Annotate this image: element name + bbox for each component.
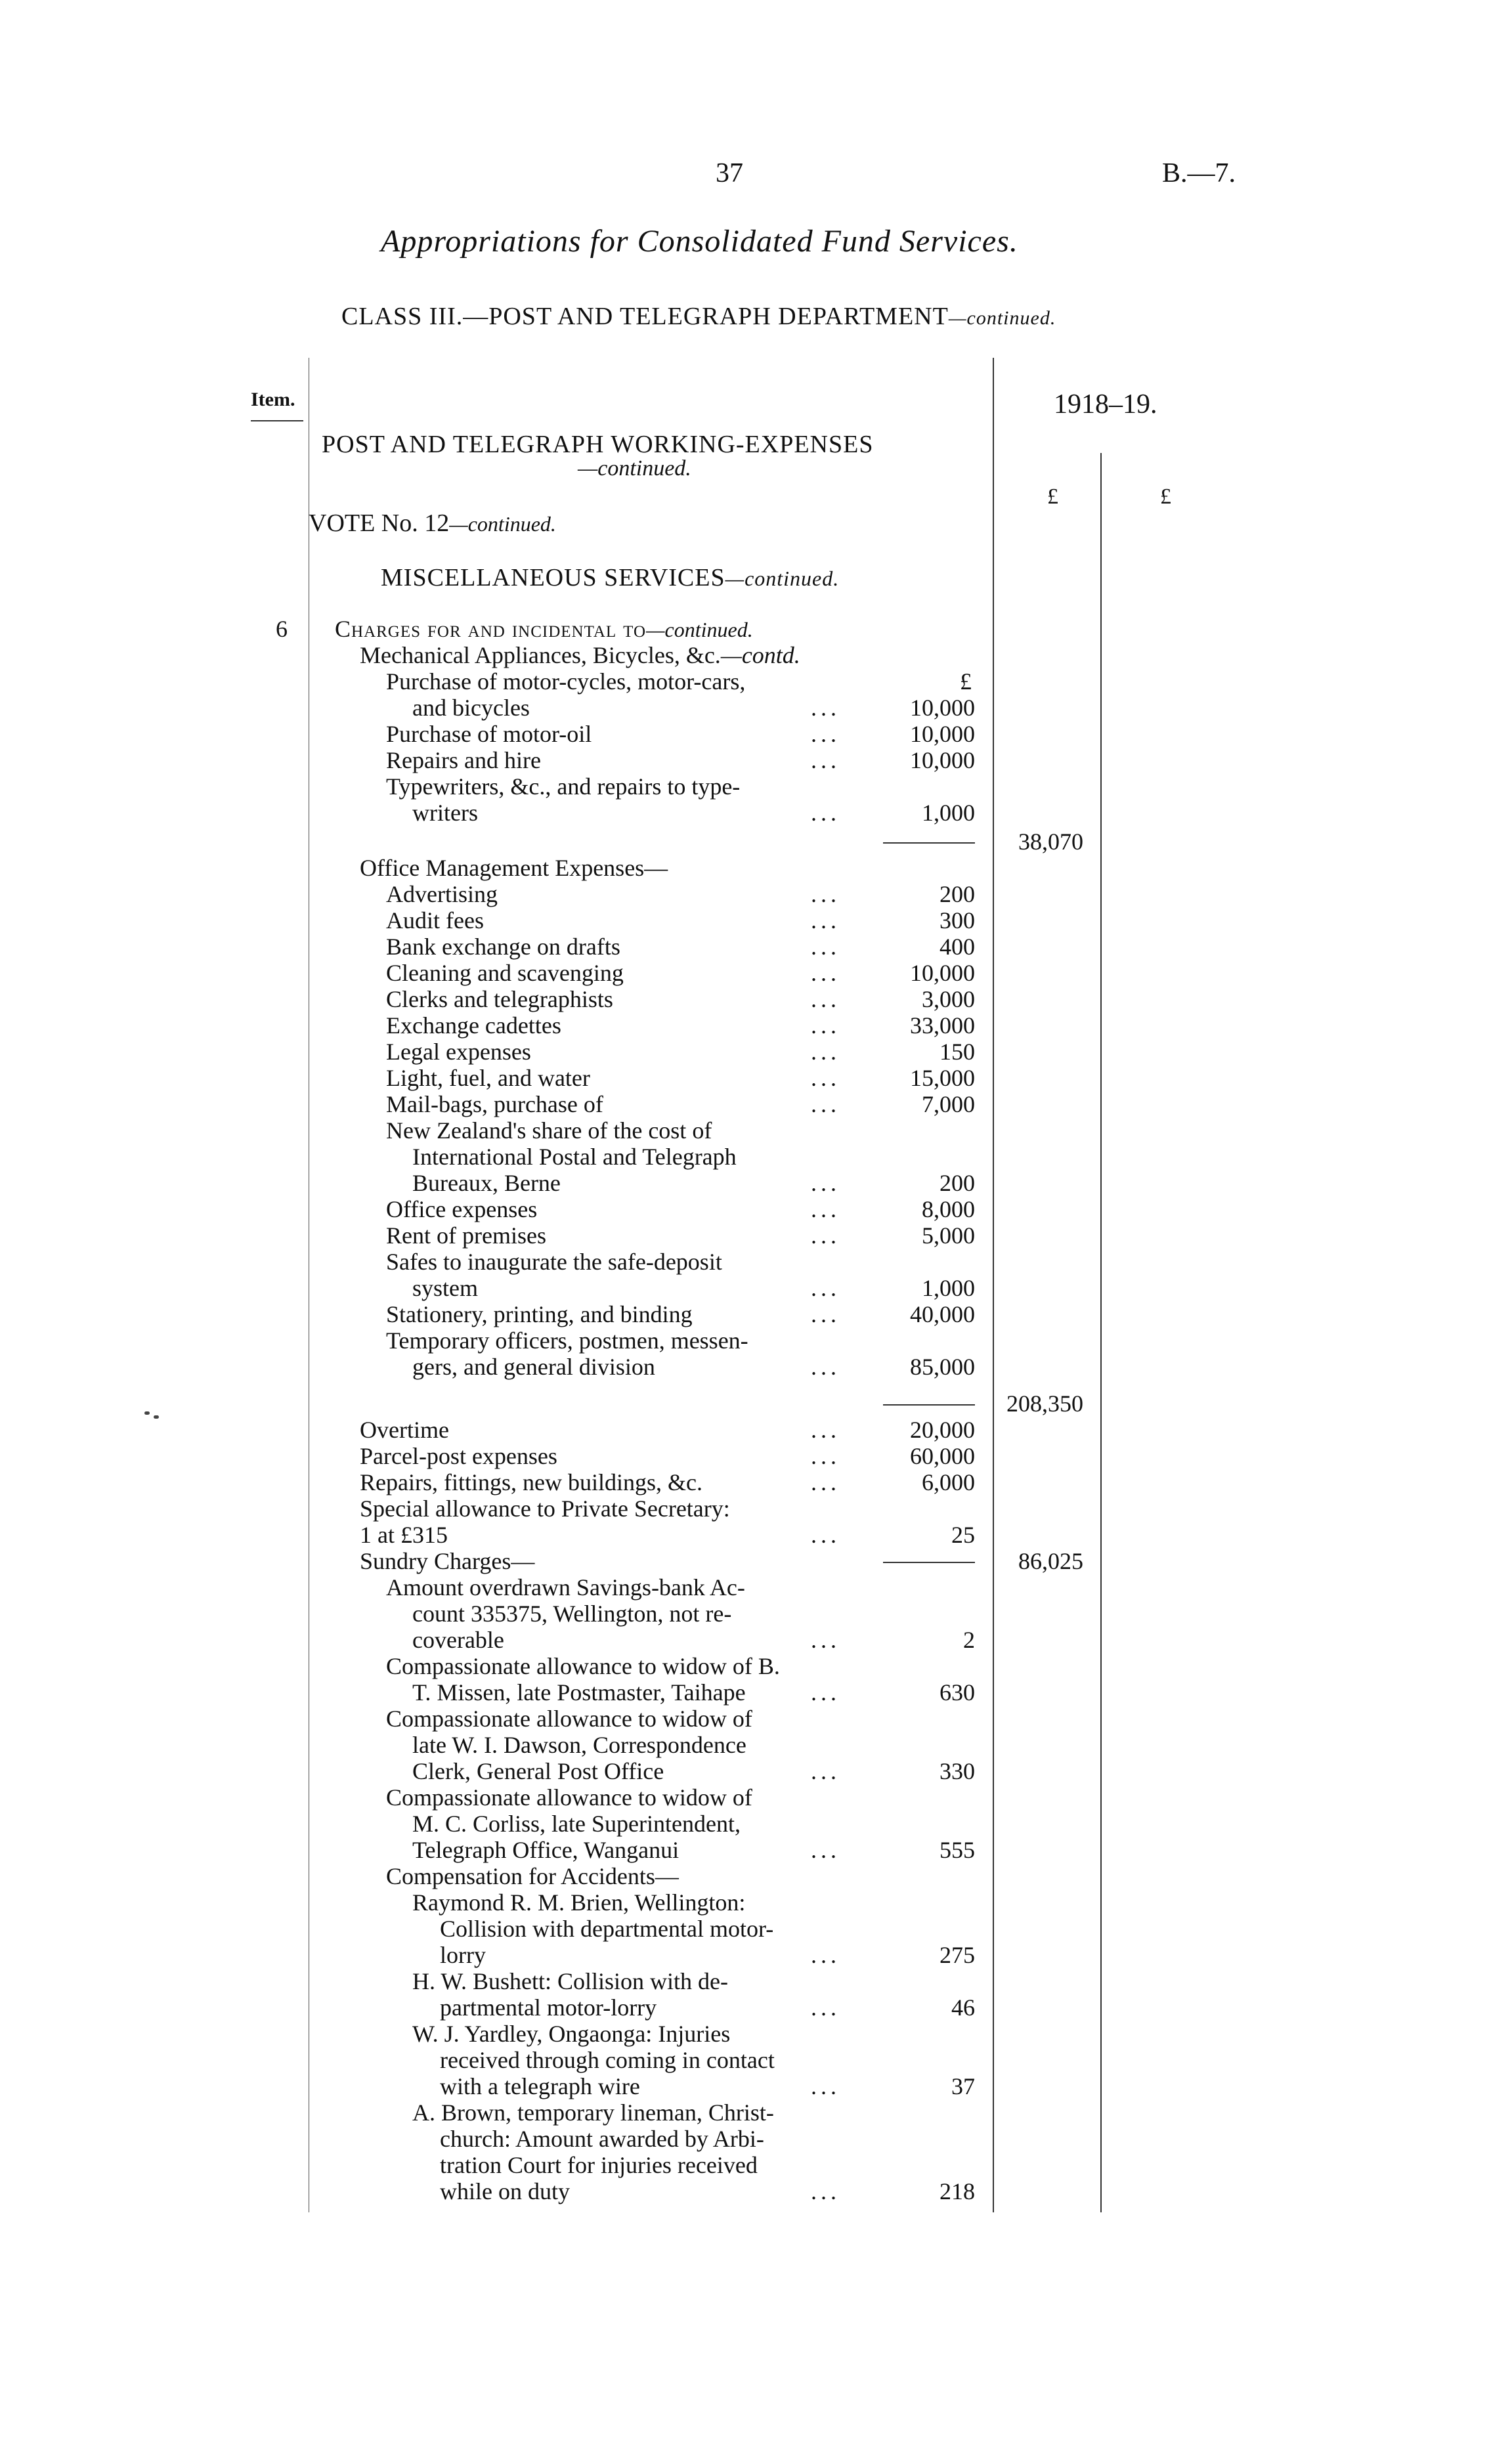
mechanical-line-text: and bicycles bbox=[412, 695, 530, 721]
office-line-text: Temporary officers, postmen, messen- bbox=[386, 1327, 748, 1354]
sundry-line-text: Raymond R. M. Brien, Wellington: bbox=[412, 1889, 746, 1916]
sundry-line-text: Amount overdrawn Savings-bank Ac- bbox=[386, 1574, 745, 1601]
dot-leader: ... bbox=[811, 1170, 840, 1196]
charges-heading bbox=[335, 616, 753, 643]
sundry-line-text: received through coming in contact bbox=[440, 2047, 775, 2073]
office-subtotal-rule bbox=[883, 1404, 975, 1406]
other-total: 86,025 bbox=[1018, 1548, 1083, 1574]
sundry-line-text: Compassionate allowance to widow of B. bbox=[386, 1653, 780, 1679]
office-line-text: Rent of premises bbox=[386, 1222, 546, 1249]
office-line-text: New Zealand's share of the cost of bbox=[386, 1117, 712, 1144]
dot-leader: ... bbox=[811, 1837, 840, 1863]
office-line-amount: 200 bbox=[940, 881, 975, 907]
dot-leader: ... bbox=[811, 1994, 840, 2021]
sundry-line-text: late W. I. Dawson, Correspondence bbox=[412, 1732, 746, 1758]
office-line-text: Light, fuel, and water bbox=[386, 1065, 590, 1091]
item-column-label: Item. bbox=[251, 389, 295, 410]
sundry-line-amount: 330 bbox=[940, 1758, 975, 1784]
dot-leader: ... bbox=[811, 1758, 840, 1784]
pound-sign-subtotal: £ bbox=[1047, 484, 1058, 509]
dot-leader: ... bbox=[811, 1469, 840, 1495]
dot-leader: ... bbox=[811, 1522, 840, 1548]
sundry-line-text: Compassionate allowance to widow of bbox=[386, 1706, 752, 1732]
dot-leader: ... bbox=[811, 1196, 840, 1222]
dot-leader: ... bbox=[811, 1942, 840, 1968]
sundry-line-text: Clerk, General Post Office bbox=[412, 1758, 664, 1784]
section-heading-continued: —continued. bbox=[578, 456, 691, 481]
mechanical-continued: —contd. bbox=[720, 642, 800, 668]
misc-services-continued: —continued. bbox=[725, 567, 840, 590]
office-line-amount: 8,000 bbox=[922, 1196, 975, 1222]
dot-leader: ... bbox=[811, 721, 840, 747]
sundry-line-amount: 630 bbox=[940, 1679, 975, 1706]
sundry-line-text: partmental motor-lorry bbox=[440, 1994, 657, 2021]
mechanical-line-amount: 10,000 bbox=[910, 721, 975, 747]
office-line-text: Office expenses bbox=[386, 1196, 538, 1222]
other-line-amount: 60,000 bbox=[910, 1443, 975, 1469]
office-line-amount: 3,000 bbox=[922, 986, 975, 1012]
office-line-text: Exchange cadettes bbox=[386, 1012, 561, 1039]
year-heading: 1918–19. bbox=[1054, 389, 1157, 419]
sundry-line-text: church: Amount awarded by Arbi- bbox=[440, 2126, 764, 2152]
sundry-line-text: A. Brown, temporary lineman, Christ- bbox=[412, 2099, 774, 2126]
other-line-amount: 6,000 bbox=[922, 1469, 975, 1495]
sundry-line-text: with a telegraph wire bbox=[440, 2073, 640, 2099]
dot-leader: ... bbox=[811, 695, 840, 721]
dot-leader: ... bbox=[811, 800, 840, 826]
dot-leader: ... bbox=[811, 2178, 840, 2204]
dot-leader: ... bbox=[811, 1039, 840, 1065]
dot-leader: ... bbox=[811, 1301, 840, 1327]
item-underline bbox=[251, 420, 303, 421]
mechanical-subtotal-rule bbox=[883, 842, 975, 844]
office-line-text: International Postal and Telegraph bbox=[412, 1144, 737, 1170]
dot-leader: ... bbox=[811, 934, 840, 960]
misc-services-text: MISCELLANEOUS SERVICES bbox=[381, 564, 725, 591]
office-heading: Office Management Expenses— bbox=[360, 855, 668, 881]
pound-sign-total: £ bbox=[1160, 484, 1171, 509]
office-line-amount: 5,000 bbox=[922, 1222, 975, 1249]
other-line-text: Special allowance to Private Secretary: bbox=[360, 1495, 730, 1522]
sundry-line-text: Compassionate allowance to widow of bbox=[386, 1784, 752, 1811]
other-line-text: 1 at £315 bbox=[360, 1522, 448, 1548]
sundry-line-text: H. W. Bushett: Collision with de- bbox=[412, 1968, 729, 1994]
dot-leader: ... bbox=[811, 881, 840, 907]
office-line-amount: 33,000 bbox=[910, 1012, 975, 1039]
sundry-line-text: W. J. Yardley, Ongaonga: Injuries bbox=[412, 2021, 731, 2047]
mechanical-line-text: Purchase of motor-oil bbox=[386, 721, 592, 747]
office-line-text: Advertising bbox=[386, 881, 498, 907]
dot-leader: ... bbox=[811, 1354, 840, 1380]
sundry-line-text: Telegraph Office, Wanganui bbox=[412, 1837, 680, 1863]
mechanical-line-text: writers bbox=[412, 800, 478, 826]
office-line-amount: 300 bbox=[940, 907, 975, 934]
page-number: 37 bbox=[716, 158, 743, 188]
class-heading-continued: —continued. bbox=[948, 307, 1056, 329]
mechanical-line-text: Purchase of motor-cycles, motor-cars, bbox=[386, 668, 746, 695]
section-heading: POST AND TELEGRAPH WORKING-EXPENSES bbox=[322, 431, 874, 458]
office-line-text: Bank exchange on drafts bbox=[386, 934, 620, 960]
mechanical-line-text: Typewriters, &c., and repairs to type- bbox=[386, 773, 741, 800]
office-line-amount: 1,000 bbox=[922, 1275, 975, 1301]
sundry-line-amount: 555 bbox=[940, 1837, 975, 1863]
office-line-amount: 7,000 bbox=[922, 1091, 975, 1117]
page-title: Appropriations for Consolidated Fund Services. bbox=[381, 224, 1018, 259]
office-line-text: system bbox=[412, 1275, 479, 1301]
charges-text: Charges for and incidental to bbox=[335, 616, 647, 642]
office-line-text: Legal expenses bbox=[386, 1039, 531, 1065]
dot-leader: ... bbox=[811, 1222, 840, 1249]
other-line-text: Repairs, fittings, new buildings, &c. bbox=[360, 1469, 702, 1495]
dot-leader: ... bbox=[811, 1275, 840, 1301]
vote-number: VOTE No. 12 bbox=[309, 509, 450, 537]
dot-leader: ... bbox=[811, 1065, 840, 1091]
misc-services-heading bbox=[381, 563, 839, 592]
mechanical-line-text: Repairs and hire bbox=[386, 747, 541, 773]
sundry-line-amount: 275 bbox=[940, 1942, 975, 1968]
office-line-amount: 15,000 bbox=[910, 1065, 975, 1091]
sundry-line-text: count 335375, Wellington, not re- bbox=[412, 1601, 732, 1627]
dot-leader: ... bbox=[811, 747, 840, 773]
other-subtotal-rule bbox=[883, 1562, 975, 1563]
office-line-text: Stationery, printing, and binding bbox=[386, 1301, 693, 1327]
amount-pound-sign: £ bbox=[960, 668, 972, 695]
sundry-line-text: coverable bbox=[412, 1627, 504, 1653]
dot-leader: ... bbox=[811, 2073, 840, 2099]
mechanical-text: Mechanical Appliances, Bicycles, &c. bbox=[360, 642, 721, 668]
dot-leader: ... bbox=[811, 1679, 840, 1706]
sundry-line-text: T. Missen, late Postmaster, Taihape bbox=[412, 1679, 746, 1706]
sundry-line-text: while on duty bbox=[440, 2178, 570, 2204]
sundry-line-amount: 218 bbox=[940, 2178, 975, 2204]
office-line-text: Audit fees bbox=[386, 907, 484, 934]
sundry-line-amount: 2 bbox=[963, 1627, 975, 1653]
office-line-text: gers, and general division bbox=[412, 1354, 655, 1380]
class-heading-text: CLASS III.—POST AND TELEGRAPH DEPARTMENT bbox=[341, 303, 949, 330]
office-line-amount: 10,000 bbox=[910, 960, 975, 986]
other-line-text: Parcel-post expenses bbox=[360, 1443, 557, 1469]
mechanical-line-amount: 10,000 bbox=[910, 695, 975, 721]
office-line-text: Clerks and telegraphists bbox=[386, 986, 613, 1012]
dot-leader: ... bbox=[811, 1443, 840, 1469]
office-line-text: Bureaux, Berne bbox=[412, 1170, 561, 1196]
item-number: 6 bbox=[276, 616, 288, 642]
vote-heading bbox=[309, 509, 556, 538]
sundry-line-text: lorry bbox=[440, 1942, 486, 1968]
scan-speck bbox=[154, 1415, 159, 1419]
other-line-amount: 20,000 bbox=[910, 1417, 975, 1443]
sundry-line-text: tration Court for injuries received bbox=[440, 2152, 758, 2178]
charges-continued: —continued. bbox=[646, 618, 753, 641]
office-line-amount: 40,000 bbox=[910, 1301, 975, 1327]
mechanical-heading bbox=[360, 642, 800, 668]
office-total: 208,350 bbox=[1006, 1390, 1083, 1417]
office-line-amount: 85,000 bbox=[910, 1354, 975, 1380]
dot-leader: ... bbox=[811, 1012, 840, 1039]
sundry-line-text: Compensation for Accidents— bbox=[386, 1863, 679, 1889]
sundry-line-amount: 46 bbox=[951, 1994, 975, 2021]
dot-leader: ... bbox=[811, 1417, 840, 1443]
dot-leader: ... bbox=[811, 986, 840, 1012]
office-line-text: Cleaning and scavenging bbox=[386, 960, 624, 986]
amount-column-rule bbox=[993, 358, 994, 2212]
mechanical-line-amount: 1,000 bbox=[922, 800, 975, 826]
office-line-text: Safes to inaugurate the safe-deposit bbox=[386, 1249, 722, 1275]
office-line-amount: 150 bbox=[940, 1039, 975, 1065]
mechanical-line-amount: 10,000 bbox=[910, 747, 975, 773]
dot-leader: ... bbox=[811, 1091, 840, 1117]
office-line-amount: 400 bbox=[940, 934, 975, 960]
sundry-line-text: M. C. Corliss, late Superintendent, bbox=[412, 1811, 741, 1837]
other-line-amount: 25 bbox=[951, 1522, 975, 1548]
dot-leader: ... bbox=[811, 907, 840, 934]
other-line-text: Overtime bbox=[360, 1417, 449, 1443]
sundry-heading: Sundry Charges— bbox=[360, 1548, 535, 1574]
dot-leader: ... bbox=[811, 1627, 840, 1653]
scan-speck bbox=[144, 1411, 150, 1415]
office-line-amount: 200 bbox=[940, 1170, 975, 1196]
office-line-text: Mail-bags, purchase of bbox=[386, 1091, 603, 1117]
vote-continued: —continued. bbox=[449, 512, 556, 536]
sundry-line-amount: 37 bbox=[951, 2073, 975, 2099]
class-heading bbox=[341, 302, 1056, 331]
mechanical-total: 38,070 bbox=[1018, 828, 1083, 855]
document-reference: B.—7. bbox=[1162, 158, 1236, 188]
sundry-line-text: Collision with departmental motor- bbox=[440, 1916, 774, 1942]
subtotal-column-rule bbox=[1100, 453, 1102, 2212]
dot-leader: ... bbox=[811, 960, 840, 986]
